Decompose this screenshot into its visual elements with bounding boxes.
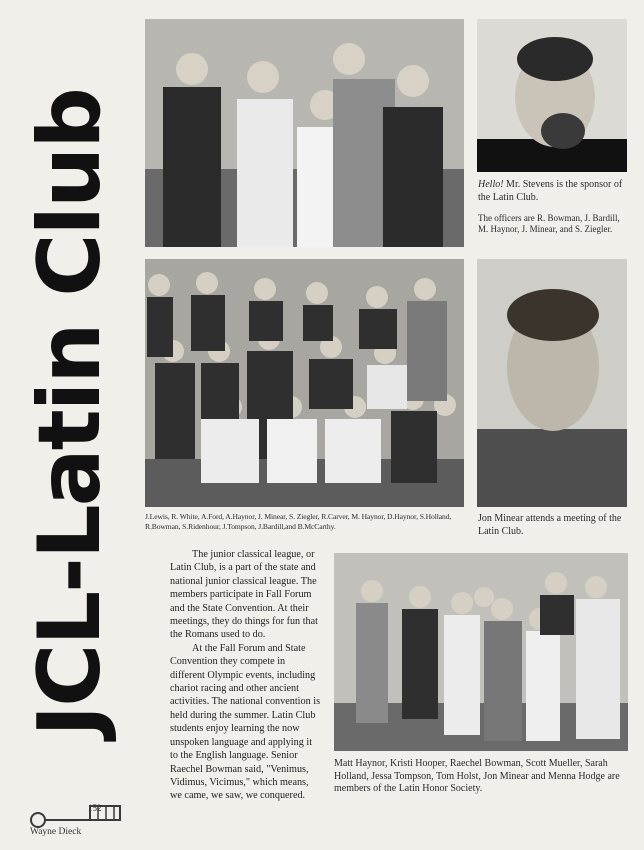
honor-photo-art bbox=[334, 553, 628, 751]
sponsor-caption bbox=[478, 179, 628, 204]
sponsor-photo-art bbox=[477, 19, 627, 172]
officers-group-photo bbox=[145, 19, 464, 247]
page-title bbox=[20, 88, 120, 738]
page-number: 152 bbox=[88, 803, 102, 813]
sponsor-caption-greeting: Hello! bbox=[478, 179, 504, 190]
article-body bbox=[170, 548, 322, 803]
honor-caption: Matt Haynor, Kristi Hooper, Raechel Bowman, Scott Mueller, Sarah Holland, Jessa Tompson, Tom Holst, Jon Minear and Menna Hodge are members of the Latin Honor Society. bbox=[334, 758, 620, 794]
officers-photo-art bbox=[145, 19, 464, 247]
jon-caption: Jon Minear attends a meeting of the Latin Club. bbox=[478, 513, 622, 537]
body-paragraph-1: The junior classical league, or Latin Club, is a part of the state and national junior classical league. The members participate in Fall Forum and the State Convention. At their meetings, they do things for fun that the Romans used to do. bbox=[170, 549, 318, 641]
body-paragraph-2: At the Fall Forum and State Convention they compete in different Olympic events, including chariot racing and other ancient activities. The national convention is held during the summer. Latin Club students enjoy learning the now unspoken language and applying it to the English language. Senior Raechel Bowman said, "Venimus, Vidimus, Vicimus," which means, we came, we saw, we conquered. bbox=[170, 642, 321, 802]
honor-society-photo bbox=[334, 553, 628, 751]
jon-minear-photo bbox=[477, 259, 627, 507]
club-photo-art bbox=[145, 259, 464, 507]
page-title-text: JCL-Latin Club bbox=[20, 89, 120, 737]
author-credit: Wayne Dieck bbox=[30, 827, 82, 837]
key-icon bbox=[28, 800, 128, 830]
officers-caption: The officers are R. Bowman, J. Bardill, M. Haynor, J. Minear, and S. Ziegler. bbox=[478, 213, 620, 234]
jon-photo-art bbox=[477, 259, 627, 507]
club-names-caption: J.Lewis, R. White, A.Ford, A.Haynor, J. Minear, S. Ziegler, R.Carver, M. Haynor, D.Haynor, S.Holland, R.Bowman, S.Ridenhour, J.Tompson, J.Bardill,and B.McCarthy. bbox=[145, 512, 452, 531]
sponsor-photo bbox=[477, 19, 627, 172]
club-group-photo bbox=[145, 259, 464, 507]
sponsor-caption-text: Mr. Stevens is the sponsor of the Latin Club. bbox=[478, 179, 623, 203]
